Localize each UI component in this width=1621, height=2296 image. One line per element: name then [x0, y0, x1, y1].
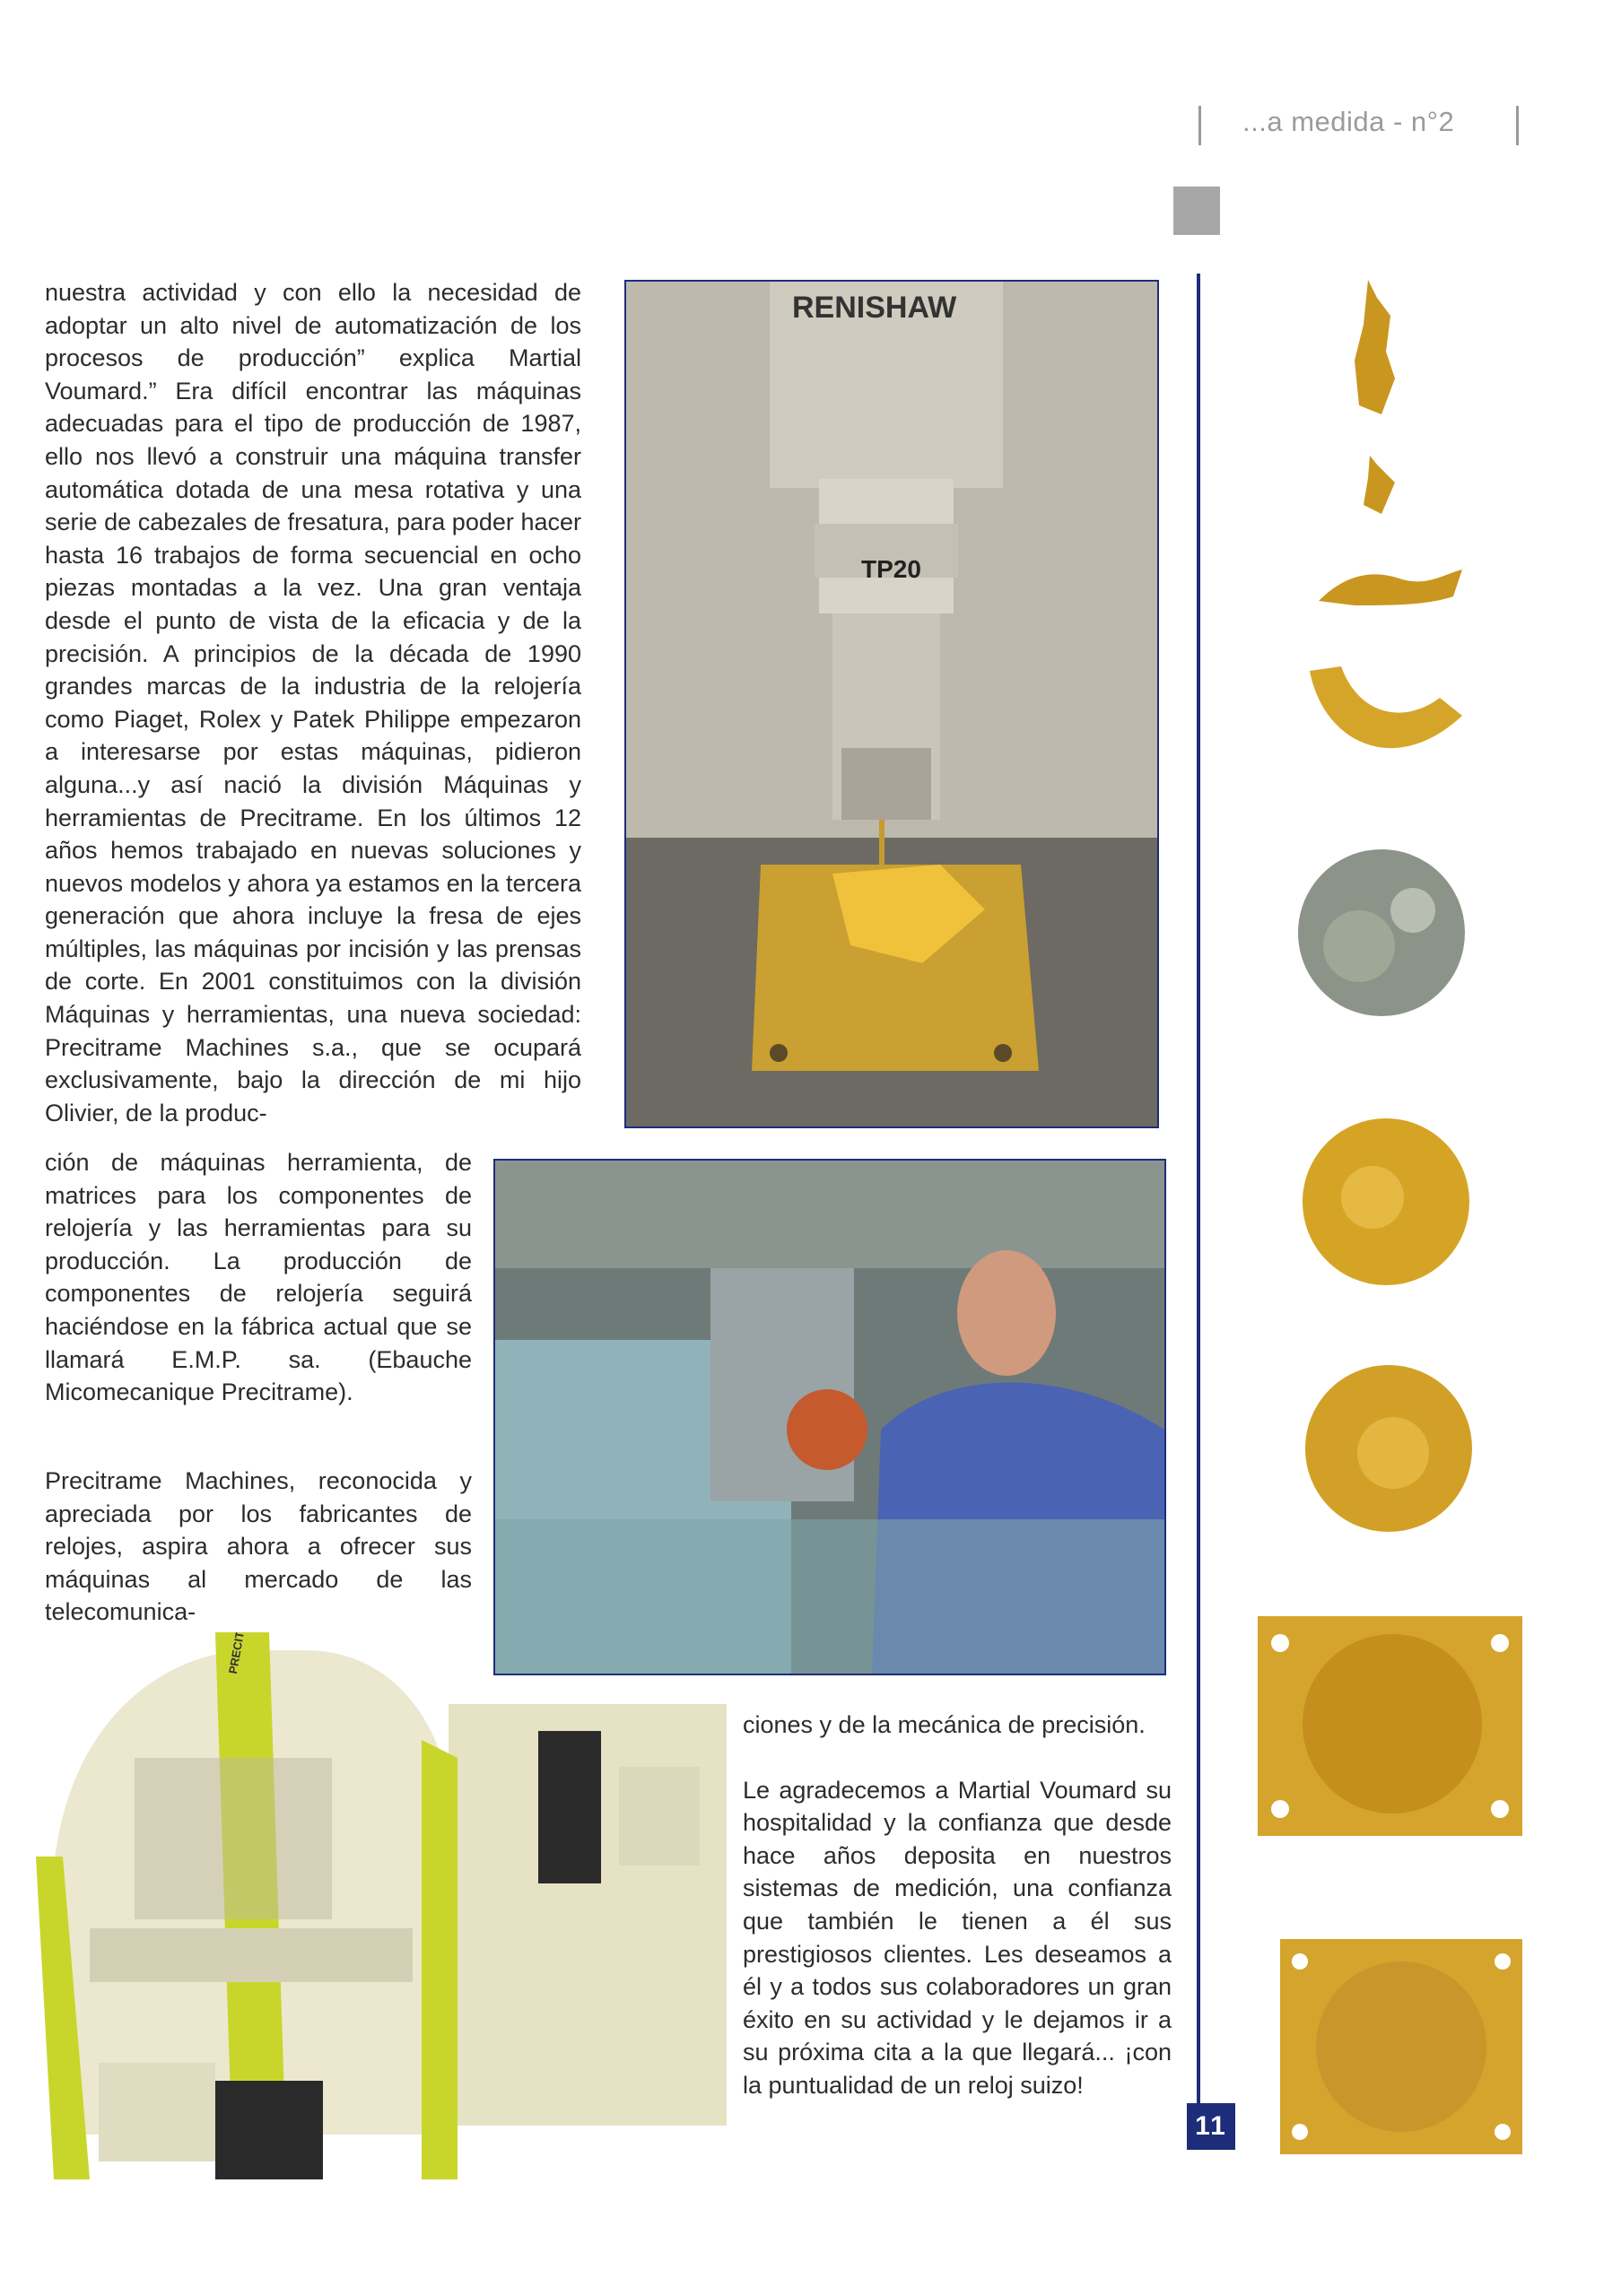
watch-plate-gold-2-icon — [1303, 1363, 1474, 1534]
watch-bridge-part-icon — [1341, 280, 1404, 423]
machine-brand-label: PRECITRAME — [225, 1632, 253, 1675]
watch-plate-square-1-icon — [1258, 1616, 1522, 1836]
probe-photo — [624, 280, 1159, 1128]
operator-illustration — [495, 1161, 1164, 1674]
watch-rotor-part-icon — [1305, 662, 1467, 770]
operator-photo — [493, 1159, 1166, 1675]
watch-plate-square-2-icon — [1280, 1939, 1522, 2154]
column2-para1: ciones y de la mecánica de precisión. — [743, 1711, 1146, 1738]
running-header: ...a medida - n°2 — [1242, 106, 1455, 137]
column1-para1-continued: ción de máquinas herramienta, de matrices para los componentes de relojería y las herramientas para su producción. La producción de componentes de relojería seguirá haciéndose en la fábrica actual que se llamará E.M.P. sa. (Ebauche Micomecanique Precitrame). — [45, 1149, 472, 1406]
page-number: 11 — [1187, 2103, 1235, 2150]
probe-illustration — [626, 282, 1157, 1126]
probe-model-label: TP20 — [861, 555, 921, 583]
column2-text — [743, 1709, 1172, 2102]
header-rule-right — [1516, 106, 1519, 145]
watch-plate-gold-1-icon — [1301, 1117, 1471, 1287]
vertical-blue-rule — [1197, 274, 1200, 2117]
transfer-machine-photo — [36, 1632, 736, 2179]
header-rule-left — [1198, 106, 1201, 145]
grey-marker-square — [1173, 187, 1220, 235]
machine-illustration — [36, 1632, 736, 2179]
watch-lever-part-icon — [1319, 565, 1462, 610]
column1-para1: nuestra actividad y con ello la necesidad de adoptar un alto nivel de automatización de los procesos de producción” explica Martial Voumard.” Era difícil encontrar las máquinas adecuadas para el tipo de producción de 1987, ello nos llevó a construir una máquina transfer automática dotada de una mesa rotativa y una serie de cabezales de fresatura, para poder hacer hasta 16 trabajos de forma secuencial en ocho piezas montadas a la vez. Una gran ventaja desde el punto de vista de la eficacia y de la precisión. A principios de la década de 1990 grandes marcas de la industria de la relojería como Piaget, Rolex y Patek Philippe empezaron a interesarse por estas máquinas, pidieron alguna...y así nació la división Máquinas y herramientas de Precitrame. En los últimos 12 años hemos trabajado en nuevas soluciones y nuevos modelos y ahora ya estamos en la tercera generación que ahora incluye la fresa de ejes múltiples, las máquinas por incisión y las prensas de corte. En 2001 constituimos con la división Máquinas y herramientas, una nueva sociedad: Precitrame Machines s.a., que se ocupará exclusivamente, bajo la dirección de mi hijo Olivier, de la produc- — [45, 279, 581, 1126]
watch-small-part-icon — [1359, 456, 1399, 518]
column2-para2: Le agradecemos a Martial Voumard su hospitalidad y la confianza que desde hace años deposita en nuestros sistemas de medición, una confianza que también le tienen a él sus prestigiosos clientes. Les deseamos a él y a todos sus colaboradores un gran éxito en su actividad y le dejamos ir a su próxima cita a la que llegará... ¡con la puntualidad de un reloj suizo! — [743, 1776, 1172, 2099]
column1-para2: Precitrame Machines, reconocida y apreciada por los fabricantes de relojes, aspira ahora a ofrecer sus máquinas al mercado de las telecomunica- — [45, 1467, 472, 1626]
watch-movement-silver-icon — [1296, 848, 1467, 1018]
probe-brand-label: RENISHAW — [792, 291, 957, 325]
